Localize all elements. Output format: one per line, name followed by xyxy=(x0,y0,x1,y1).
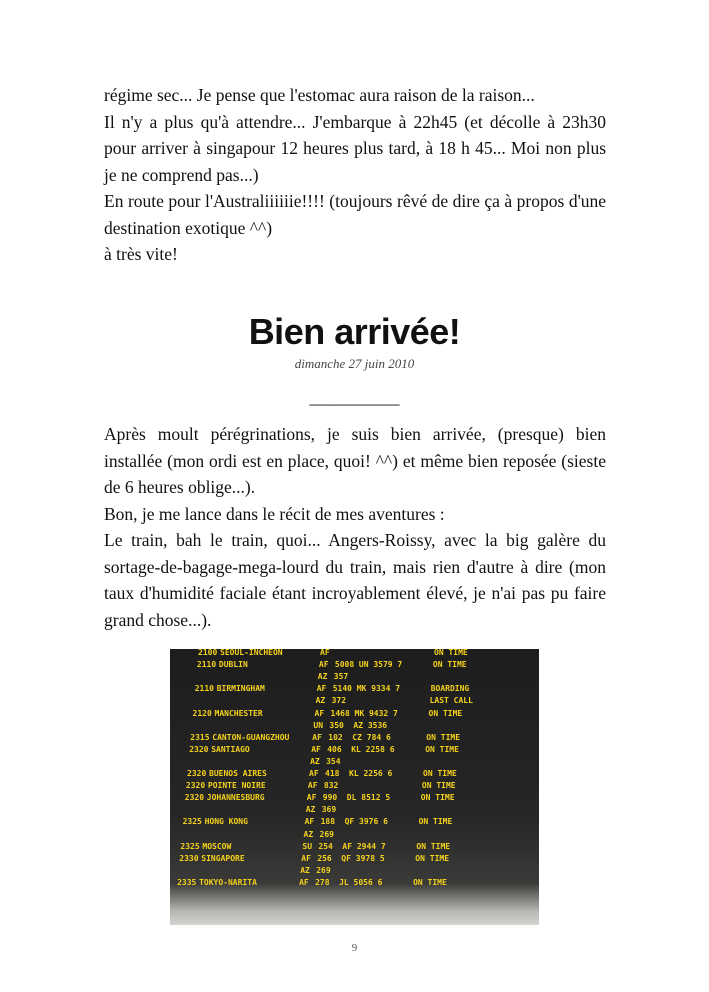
separator: __________ xyxy=(309,387,400,407)
board-cell-city: DUBLIN xyxy=(218,660,248,670)
board-cell-airline: AF xyxy=(307,781,318,791)
board-cell-time: 2120 xyxy=(192,708,212,718)
board-cell-flight: 372 xyxy=(331,696,347,706)
board-cell-status: ON TIME xyxy=(425,744,459,754)
board-cell-airline: AF xyxy=(311,744,321,754)
board-cell-flight: 832 xyxy=(323,781,339,791)
board-cell-flight: 256 xyxy=(317,853,332,863)
board-cell-city: SINGAPORE xyxy=(201,853,245,863)
board-cell-status: ON TIME xyxy=(423,769,457,778)
board-cell-airline: AZ xyxy=(315,696,326,706)
board-cell-city: SEOUL-INCHEON xyxy=(220,649,283,657)
board-cell-status: ON TIME xyxy=(421,781,456,791)
board-cell-airline: AF xyxy=(301,853,311,863)
board-cell-codeshare: MK 9334 7 xyxy=(356,684,401,694)
board-row xyxy=(182,829,522,841)
board-cell-airline: AZ xyxy=(310,756,320,766)
board-cell-status: LAST CALL xyxy=(429,696,473,706)
board-row xyxy=(178,865,518,877)
paragraph-line: Il n'y a plus qu'à attendre... J'embarque à 22h45 (et décolle à 23h30 pour arriver à singapour 12 heures plus tard, à 18 h 45... Moi non plus je ne comprend pas...) xyxy=(104,111,606,185)
board-cell-airline: AF xyxy=(314,708,325,718)
board-cell-airline: AZ xyxy=(317,672,328,682)
board-cell-city: CANTON-GUANGZHOU xyxy=(212,732,290,742)
board-cell-airline: AF xyxy=(318,660,329,670)
paragraph-line: Bon, je me lance dans le récit de mes aventures : xyxy=(104,503,445,524)
board-cell-codeshare: AF 2944 7 xyxy=(342,841,386,851)
board-row xyxy=(195,683,535,695)
board-cell-codeshare: MK 9432 7 xyxy=(354,708,398,718)
paragraph-line: En route pour l'Australiiiiiie!!!! (toujours rêvé de dire ça à propos d'une destination exotique ^^) xyxy=(104,191,606,238)
board-cell-time: 2330 xyxy=(179,853,199,863)
board-cell-flight: 269 xyxy=(319,829,334,839)
board-cell-airline: AF xyxy=(320,649,330,657)
board-row xyxy=(188,756,528,768)
board-cell-status: ON TIME xyxy=(413,877,447,887)
board-cell-status: ON TIME xyxy=(434,649,468,657)
board-cell-flight: 269 xyxy=(316,865,331,875)
board-cell-flight: 350 xyxy=(329,720,344,730)
board-cell-time: 2320 xyxy=(187,769,207,778)
board-cell-flight: 354 xyxy=(326,756,341,766)
board-cell-status: ON TIME xyxy=(415,853,450,863)
board-row xyxy=(196,671,536,683)
board-cell-time: 2335 xyxy=(177,877,197,887)
board-cell-time: 2320 xyxy=(185,781,206,791)
board-cell-city: JOHANNESBURG xyxy=(206,793,265,803)
board-cell-city: HONG KONG xyxy=(204,817,248,827)
board-cell-time: 2110 xyxy=(194,684,214,694)
paragraph-line: régime sec... Je pense que l'estomac aura raison de la raison... xyxy=(104,85,535,105)
board-cell-status: ON TIME xyxy=(432,660,467,670)
board-cell-airline: AZ xyxy=(300,865,310,875)
board-cell-airline: AF xyxy=(309,769,319,778)
board-cell-status: ON TIME xyxy=(426,732,461,742)
board-cell-flight: 5140 xyxy=(332,684,352,694)
board-row xyxy=(184,804,524,816)
paragraph-line: à très vite! xyxy=(104,244,178,264)
board-row xyxy=(187,768,527,780)
board-row xyxy=(189,744,529,756)
board-row xyxy=(180,841,520,853)
paragraph-line: Après moult pérégrinations, je suis bien arrivée, (presque) bien installée (mon ordi est en place, quoi! ^^) et même bien reposée (sieste de 6 heures oblige...). xyxy=(104,424,606,497)
board-cell-time: 2320 xyxy=(189,744,209,754)
board-cell-flight: 254 xyxy=(318,841,333,851)
board-cell-city: BIRMINGHAM xyxy=(216,684,265,694)
board-cell-codeshare: CZ 784 6 xyxy=(352,732,391,742)
paragraph-line: Le train, bah le train, quoi... Angers-Roissy, avec la big galère du sortage-de-bagage-mega-lourd du train, mais rien d'autre à dire (mon taux d'humidité faciale étant incroyablement élevé, je n'ai pas pu faire grand chose...). xyxy=(104,530,606,630)
board-cell-airline: AZ xyxy=(305,805,316,815)
board-cell-status: BOARDING xyxy=(430,684,470,694)
departures-board-photo xyxy=(170,649,539,925)
board-cell-time: 2110 xyxy=(196,660,217,670)
paragraph-story xyxy=(104,421,606,633)
board-cell-codeshare: KL 2256 6 xyxy=(349,769,393,778)
board-cell-time: 2100 xyxy=(198,649,218,657)
board-row xyxy=(177,877,517,889)
board-cell-codeshare: JL 5056 6 xyxy=(339,877,383,887)
board-cell-airline: AF xyxy=(304,817,315,827)
board-cell-flight: 102 xyxy=(328,732,343,742)
board-cell-time: 2320 xyxy=(184,793,205,803)
board-cell-airline: UN xyxy=(313,720,324,730)
board-cell-time: 2315 xyxy=(190,732,210,742)
paragraph-intro xyxy=(104,82,606,268)
board-cell-flight: 1468 xyxy=(330,708,350,718)
board-row xyxy=(186,780,526,792)
board-cell-airline: AF xyxy=(316,684,327,694)
board-cell-codeshare: QF 3976 6 xyxy=(344,817,388,827)
board-row xyxy=(197,659,537,671)
board-cell-airline: AF xyxy=(299,877,309,887)
board-cell-time: 2325 xyxy=(180,841,200,851)
board-cell-status: ON TIME xyxy=(416,841,451,851)
board-cell-airline: SU xyxy=(302,841,313,851)
post-title: Bien arrivée! xyxy=(248,311,461,352)
board-cell-status: ON TIME xyxy=(420,793,455,803)
board-cell-codeshare: KL 2258 6 xyxy=(351,744,395,754)
board-cell-airline: AF xyxy=(312,732,322,742)
board-cell-city: MOSCOW xyxy=(202,841,232,851)
board-cell-city: BUENOS AIRES xyxy=(209,769,267,778)
board-cell-status: ON TIME xyxy=(428,708,463,718)
board-row xyxy=(198,649,538,659)
board-cell-city: POINTE NOIRE xyxy=(207,781,266,791)
board-row xyxy=(190,732,530,744)
board-cell-flight: 188 xyxy=(320,817,336,827)
board-row xyxy=(185,792,525,804)
board-cell-status: ON TIME xyxy=(418,817,453,827)
board-cell-city: MANCHESTER xyxy=(214,708,263,718)
board-row xyxy=(191,720,531,732)
board-cell-codeshare: QF 3978 5 xyxy=(341,853,385,863)
board-cell-flight: 990 xyxy=(322,793,338,803)
board-cell-time: 2325 xyxy=(182,817,202,827)
board-row xyxy=(194,695,534,707)
board-cell-airline: AZ xyxy=(303,829,314,839)
board-cell-flight: 406 xyxy=(327,744,342,754)
page-number: 9 xyxy=(351,942,358,954)
board-cell-codeshare: DL 8512 5 xyxy=(346,793,391,803)
post-date: dimanche 27 juin 2010 xyxy=(294,356,415,371)
board-row xyxy=(179,853,519,865)
board-cell-flight: 418 xyxy=(325,769,340,778)
board-cell-codeshare: AZ 3536 xyxy=(353,720,388,730)
board-cell-flight: 357 xyxy=(333,672,349,682)
board-cell-city: TOKYO-NARITA xyxy=(199,877,257,887)
board-row xyxy=(183,816,523,828)
board-row xyxy=(193,708,533,720)
board-cell-airline: AF xyxy=(306,793,317,803)
board-cell-flight: 369 xyxy=(321,805,337,815)
board-cell-codeshare: UN 3579 7 xyxy=(358,660,403,670)
board-cell-flight: 278 xyxy=(315,877,330,887)
board-cell-flight: 5008 xyxy=(334,660,355,670)
board-cell-city: SANTIAGO xyxy=(211,744,250,754)
